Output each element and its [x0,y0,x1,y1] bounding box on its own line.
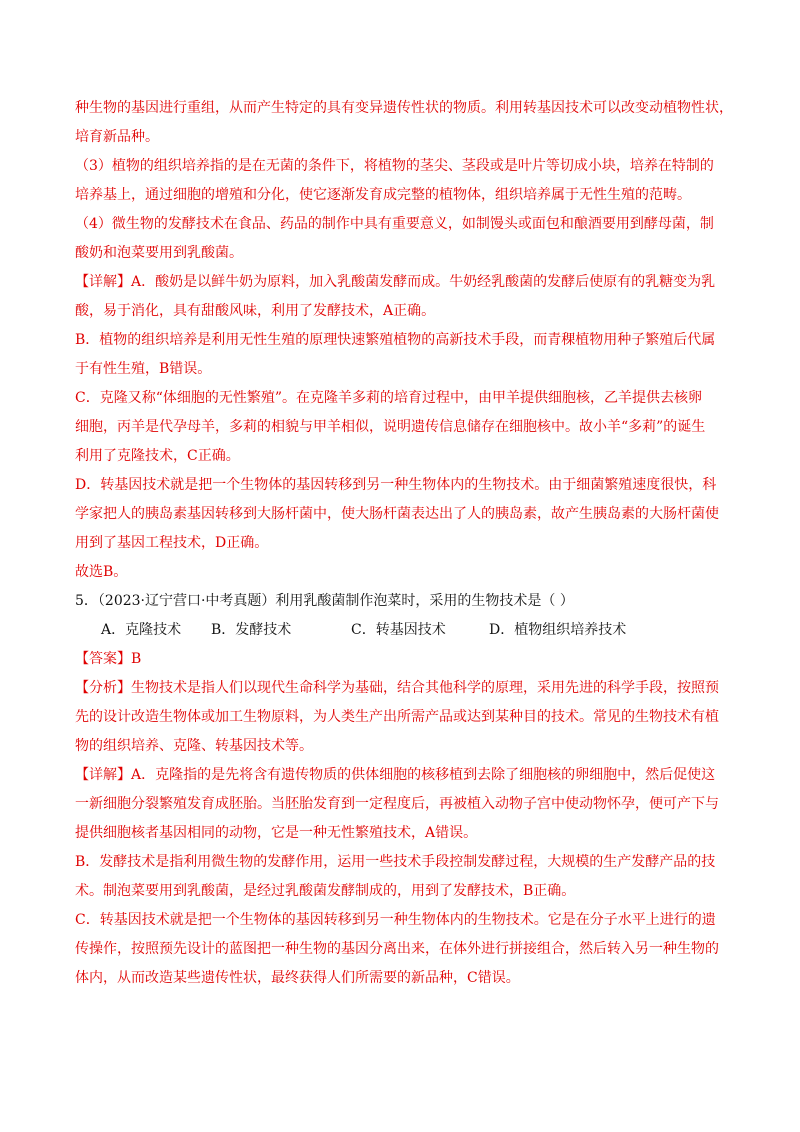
text-line: 提供细胞核者基因相同的动物，它是一种无性繁殖技术，A错误。 [75,825,478,841]
text-line: （4）微生物的发酵技术在食品、药品的制作中具有重要意义，如制馒头或面包和酿酒要用到酵母菌，制 [75,216,714,232]
text-line: 培养基上，通过细胞的增殖和分化，使它逐渐发育成完整的植物体，组织培养属于无性生殖的范畴。 [75,187,691,203]
text-line: 培育新品种。 [75,129,159,145]
text-line: 细胞，丙羊是代孕母羊，多莉的相貌与甲羊相似，说明遗传信息储存在细胞核中。故小羊“多莉”的诞生 [75,419,706,435]
text-line: 【分析】生物技术是指人们以现代生命科学为基础，结合其他科学的原理，采用先进的科学手段，按照预 [75,680,719,696]
text-line: D．转基因技术就是把一个生物体的基因转移到另一种生物体内的生物技术。由于细菌繁殖速度很快，科 [75,477,717,493]
text-line: B．发酵技术是指利用微生物的发酵作用，运用一些技术手段控制发酵过程，大规模的生产发酵产品的技 [75,854,716,870]
text-line: 于有性生殖，B错误。 [75,361,212,377]
answer-block [75,645,728,993]
text-line: B．植物的组织培养是利用无性生殖的原理快速繁殖植物的高新技术手段，而青稞植物用种子繁殖后代属 [75,332,716,348]
answer-options [75,616,728,645]
text-line: 故选B。 [75,564,128,580]
text-line: 体内，从而改造某些遗传性状，最终获得人们所需要的新品种，C错误。 [75,970,520,986]
text-line: 种生物的基因进行重组，从而产生特定的具有变异遗传性状的物质。利用转基因技术可以改变动植物性状， [75,100,733,116]
text-line: C．克隆又称“体细胞的无性繁殖”。在克隆羊多莉的培育过程中，由甲羊提供细胞核，乙羊提供去核卵 [75,390,703,406]
text-line: 术。制泡菜要用到乳酸菌，是经过乳酸菌发酵制成的，用到了发酵技术，B正确。 [75,883,576,899]
option-a: A．克隆技术 [101,622,182,638]
text-line: 传操作，按照预先设计的蓝图把一种生物的基因分离出来，在体外进行拼接组合，然后转入另一种生物的 [75,941,719,957]
text-line: 学家把人的胰岛素基因转移到大肠杆菌中，使大肠杆菌表达出了人的胰岛素，故产生胰岛素的大肠杆菌使 [75,506,719,522]
explanation-block [75,94,733,616]
question-stem: 5．（2023·辽宁营口·中考真题）利用乳酸菌制作泡菜时，采用的生物技术是（ ） [75,593,574,609]
option-c: C．转基因技术 [351,622,446,638]
text-line: 酸，易于消化，具有甜酸风味，利用了发酵技术，A正确。 [75,303,436,319]
text-line: 【详解】A．克隆指的是先将含有遗传物质的供体细胞的核移植到去除了细胞核的卵细胞中，然后促使这 [75,767,716,783]
text-line: 先的设计改造生物体或加工生物原料，为人类生产出所需产品或达到某种目的技术。常见的生物技术有植 [75,709,719,725]
option-d: D．植物组织培养技术 [489,622,627,638]
text-line: 利用了克隆技术，C正确。 [75,448,240,464]
answer-label: 【答案】B [75,651,142,667]
text-line: C．转基因技术就是把一个生物体的基因转移到另一种生物体内的生物技术。它是在分子水平上进行的遗 [75,912,716,928]
text-line: 酸奶和泡菜要用到乳酸菌。 [75,245,243,261]
text-line: 【详解】A．酸奶是以鲜牛奶为原料，加入乳酸菌发酵而成。牛奶经乳酸菌的发酵后使原有的乳糖变为乳 [75,274,716,290]
option-b: B．发酵技术 [211,622,292,638]
text-line: （3）植物的组织培养指的是在无菌的条件下，将植物的茎尖、茎段或是叶片等切成小块，培养在特制的 [75,158,714,174]
text-line: 一新细胞分裂繁殖发育成胚胎。当胚胎发育到一定程度后，再被植入动物子宫中使动物怀孕，便可产下与 [75,796,719,812]
text-line: 物的组织培养、克隆、转基因技术等。 [75,738,313,754]
text-line: 用到了基因工程技术，D正确。 [75,535,269,551]
